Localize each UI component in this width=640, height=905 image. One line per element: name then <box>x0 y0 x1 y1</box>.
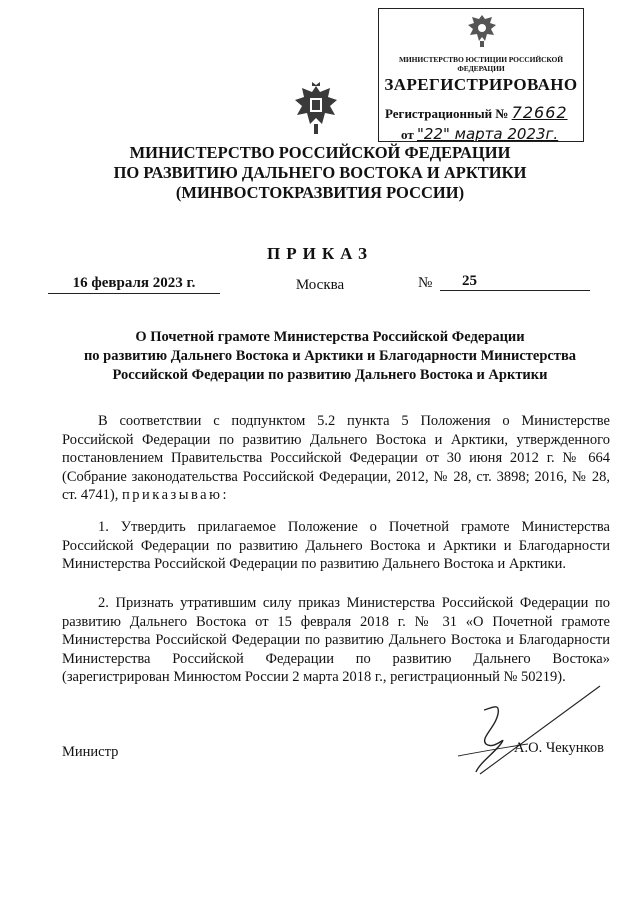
ministry-line-2: ПО РАЗВИТИЮ ДАЛЬНЕГО ВОСТОКА И АРКТИКИ <box>113 163 527 182</box>
subject-line-2: по развитию Дальнего Востока и Арктики и Благодарности Министерства <box>83 348 577 364</box>
registration-stamp <box>378 8 584 142</box>
preamble-text: В соответствии с подпунктом 5.2 пункта 5 Положения о Министерстве Российской Федерации по развитию Дальнего Востока и Арктики, утвержденного постановлением Правительства Российской Федерации от 30 июня 2012 г. № 664 (Собрание законодательства Российской Федерации, 2012, № 28, ст. 3898; 2016, № 28, ст. 4741), <box>62 413 610 504</box>
subject-line-3: Российской Федерации по развитию Дальнего Востока и Арктики <box>112 367 548 383</box>
coat-of-arms-icon <box>290 80 342 138</box>
order-subject <box>60 328 600 385</box>
stamp-emblem-icon <box>465 11 499 49</box>
item-1-paragraph: 1. Утвердить прилагаемое Положение о Почетной грамоте Министерства Российской Федерации по развитию Дальнего Востока и Арктики и Благодарности Министерства Российской Федерации по развитию Дальнего Востока и Арктики. <box>62 519 610 573</box>
order-number: 25 <box>440 273 590 291</box>
order-city: Москва <box>295 277 345 293</box>
ministry-line-1: МИНИСТЕРСТВО РОССИЙСКОЙ ФЕДЕРАЦИИ <box>129 143 511 162</box>
stamp-status: ЗАРЕГИСТРИРОВАНО <box>384 75 578 94</box>
signatory-name: А.О. Чекунков <box>514 740 604 756</box>
ministry-heading <box>0 143 640 203</box>
item-2-paragraph: 2. Признать утратившим силу приказ Министерства Российской Федерации по развитию Дальнего Востока от 15 февраля 2018 г. № 31 «О Почетной грамоте Министерства Российской Федерации по развитию Дальнего Востока и Благодарности Министерства Российской Федерации по развитию Дальнего Востока» (зарегистрирован Минюстом России 2 марта 2018 г., регистрационный № 50219). <box>62 595 610 686</box>
preamble-paragraph <box>62 412 610 505</box>
handwritten-signature <box>440 680 610 780</box>
order-word: приказываю: <box>122 487 229 504</box>
stamp-date-prefix: от <box>401 127 414 142</box>
stamp-reg-number: 72662 <box>511 103 568 122</box>
stamp-ministry-line: МИНИСТЕРСТВО ЮСТИЦИИ РОССИЙСКОЙ ФЕДЕРАЦИИ <box>398 55 564 73</box>
signatory-role: Министр <box>62 744 119 760</box>
stamp-reg-label: Регистрационный № <box>385 106 509 121</box>
stamp-date-value: "22" марта 2023г. <box>416 125 559 143</box>
stamp-registration <box>385 103 568 122</box>
document-type: ПРИКАЗ <box>267 244 373 263</box>
stamp-date <box>401 125 558 143</box>
subject-line-1: О Почетной грамоте Министерства Российской Федерации <box>135 329 525 345</box>
order-date: 16 февраля 2023 г. <box>48 275 220 294</box>
ministry-line-3: (МИНВОСТОКРАЗВИТИЯ РОССИИ) <box>175 183 465 202</box>
number-sign: № <box>418 275 433 291</box>
